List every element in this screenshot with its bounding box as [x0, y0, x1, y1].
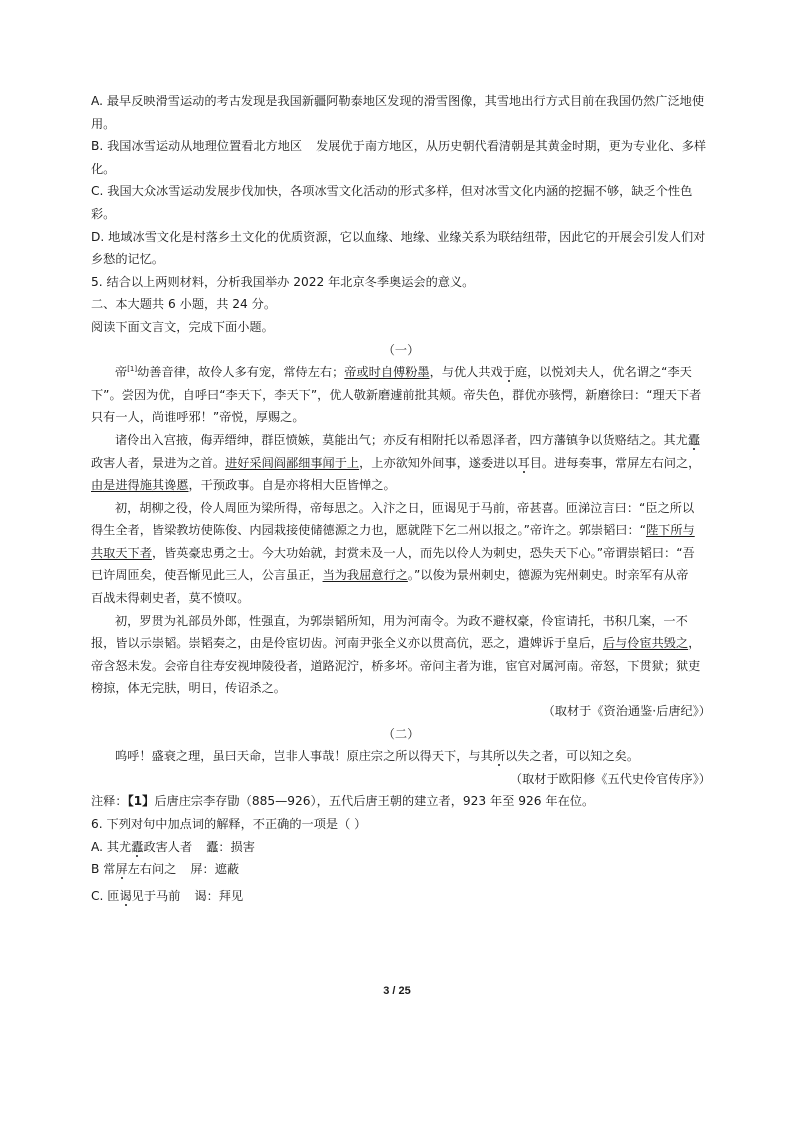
option-b-line1: B. 我国冰雪运动从地理位置看北方地区 发展优于南方地区，从历史朝代看清朝是其黄金时期，更为专业化、多样 — [91, 139, 707, 154]
passage-3-line1: 初，胡柳之役，伶人周匝为梁所得，帝每思之。入汴之日，匝谒见于马前，帝甚喜。匝涕泣言曰：“臣之所以 — [115, 500, 695, 515]
option-d-line1: D. 地域冰雪文化是村落乡土文化的优质资源，它以血缘、地缘、业缘关系为联结纽带，因此它的开展会引发人们对 — [91, 229, 706, 244]
reading-instruction: 阅读下面文言文，完成下面小题。 — [91, 319, 274, 334]
passage-1-line2: 下”。尝因为优，自呼曰“李天下，李天下”，优人敬新磨遽前批其颊。帝失色，群优亦骇愕，新磨徐曰：“理天下者 — [91, 387, 702, 402]
page-number: 3 / 25 — [383, 985, 411, 997]
q6-option-b: B 常屏左右问之 屏：遮蔽 — [91, 862, 240, 877]
passage-1-line3: 只有一人，尚谁呼邪！”帝悦，厚赐之。 — [91, 410, 305, 425]
passage-4-line2: 报，皆以示崇韬。崇韬奏之，由是伶宦切齿。河南尹张全义亦以贯高伉，恶之，遣婢诉于皇后，后与伶宦共毁之， — [91, 636, 701, 651]
part-2-title: （二） — [382, 726, 420, 741]
passage-4-line1: 初，罗贯为礼部员外郎，性强直，为郭崇韬所知，用为河南令。为政不避权豪，伶宦请托，书积几案，一不 — [115, 613, 688, 628]
passage-2-line2: 政害人者，景进为之首。进好采闾阎鄙细事闻于上，上亦欲知外间事，遂委进以耳目。进每奏事，常屏左右问之， — [91, 455, 701, 470]
passage-2-line3: 由是进得施其谗慝，干预政事。自是亦将相大臣皆惮之。 — [91, 478, 396, 493]
section-2-heading: 二、本大题共 6 小题，共 24 分。 — [91, 297, 277, 312]
source-1: （取材于《资治通鉴·后唐纪》） — [542, 704, 711, 719]
passage-1-line1: 帝[1]幼善音律，故伶人多有宠，常侍左右；帝或时自傅粉墨，与优人共戏于庭，以悦刘夫人，优名谓之“李天 — [115, 365, 692, 380]
question-5: 5. 结合以上两则材料，分析我国举办 2022 年北京冬季奥运会的意义。 — [91, 274, 475, 289]
passage-3-line2: 得生全者，皆梁教坊使陈俊、内园栽接使储德源之力也，愿就陛下乞二州以报之。”帝许之。郭崇韬曰：“陛下所与 — [91, 523, 695, 538]
passage-3-line5: 百战未得刺史者，莫不愤叹。 — [91, 591, 250, 606]
source-2: （取材于欧阳修《五代史伶官传序》） — [509, 771, 711, 786]
option-b-line2: 化。 — [91, 161, 116, 176]
q6-option-c: C. 匝谒见于马前 谒：拜见 — [91, 888, 244, 903]
option-a-line2: 用。 — [91, 116, 116, 131]
option-c-line2: 彩。 — [91, 206, 116, 221]
passage-4-line4: 榜掠，体无完肤，明日，传诏杀之。 — [91, 681, 286, 696]
passage-3-line4: 已许周匝矣，使吾惭见此三人，公言虽正，当为我屈意行之。”以俊为景州刺史，德源为宪州刺史。时亲军有从帝 — [91, 568, 689, 583]
passage-4-line3: 帝含怒未发。会帝自往寿安视坤陵役者，道路泥泞，桥多坏。帝问主者为谁，宦官对属河南。帝怒，下贯狱；狱吏 — [91, 658, 701, 673]
option-a-line1: A. 最早反映滑雪运动的考古发现是我国新疆阿勒泰地区发现的滑雪图像，其雪地出行方式目前在我国仍然广泛地使 — [91, 94, 705, 108]
option-c-line1: C. 我国大众冰雪运动发展步伐加快，各项冰雪文化活动的形式多样，但对冰雪文化内涵的挖掘不够，缺乏个性色 — [91, 184, 693, 199]
footnote: 注释：【1】后唐庄宗李存勖（885—926），五代后唐王朝的建立者，923 年至 926 年在位。 — [91, 794, 595, 809]
question-6: 6. 下列对句中加点词的解释，不正确的一项是（ ） — [91, 817, 367, 831]
option-d-line2: 乡愁的记忆。 — [91, 252, 165, 267]
part-1-title: （一） — [382, 342, 420, 357]
passage-5-line1: 呜呼！盛衰之理，虽曰天命，岂非人事哉！原庄宗之所以得天下，与其所以失之者，可以知之矣。 — [115, 749, 640, 764]
page-content — [91, 90, 711, 907]
q6-option-a: A. 其尤蠹政害人者 蠹：损害 — [91, 839, 255, 854]
passage-3-line3: 共取天下者，皆英豪忠勇之士。今大功始就，封赏未及一人，而先以伶人为刺史，恐失天下心。”帝谓崇韬曰：“吾 — [91, 545, 695, 560]
passage-2-line1: 诸伶出入宫掖，侮弄缙绅，群臣愤嫉，莫能出气；亦反有相附托以希恩泽者，四方藩镇争以货赂结之。其尤蠹 — [115, 432, 700, 447]
